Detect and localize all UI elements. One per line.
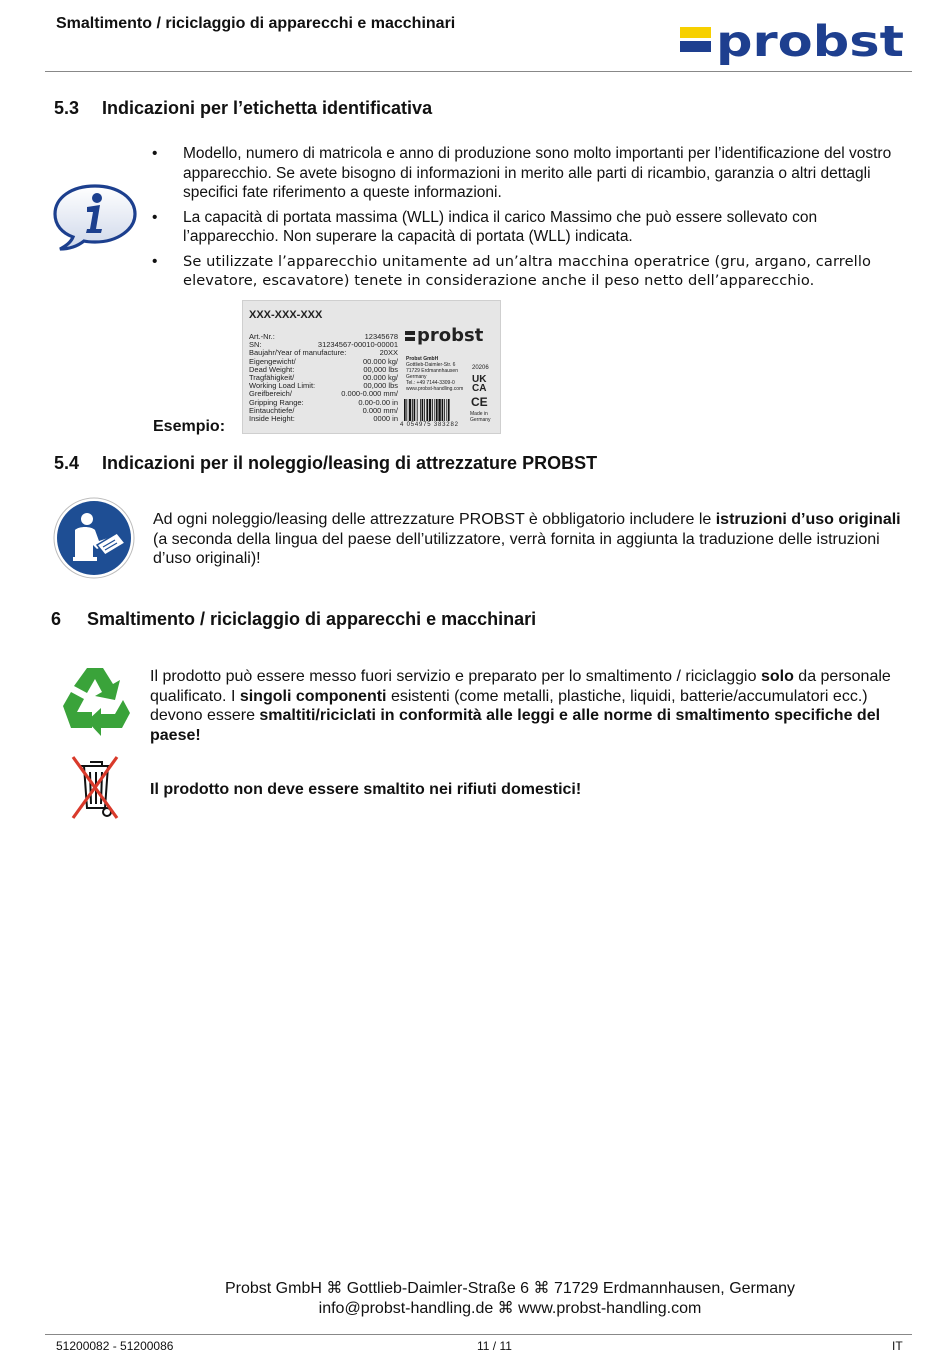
made-in-germany: Made in Germany xyxy=(470,411,491,423)
page-number: 11 / 11 xyxy=(477,1339,512,1353)
plate-row-key: Eintauchtiefe/ xyxy=(249,405,295,415)
plate-row-key: Tragfähigkeit/ xyxy=(249,373,295,382)
plate-row-value: 00.000 kg/ xyxy=(362,356,398,366)
probst-logo xyxy=(680,22,905,68)
plate-model: XXX-XXX-XXX xyxy=(249,309,323,321)
section-title: Indicazioni per l’etichetta identificativa xyxy=(102,98,433,118)
section-5-4-heading xyxy=(54,453,597,474)
plate-company-line: Probst GmbH xyxy=(406,356,439,362)
barcode-bar xyxy=(448,399,450,421)
section-5-3-heading xyxy=(54,98,432,119)
list-item: • La capacità di portata massima (WLL) indica il carico Massimo che può essere sollevato con l’apparecchio. Non superare la capacità di portata (WLL) indicata. xyxy=(152,208,818,245)
plate-row-key: Eigengewicht/ xyxy=(249,356,296,366)
plate-code: 20206 xyxy=(472,365,489,371)
barcode-bar xyxy=(446,399,447,421)
bold-text: istruzioni d’uso originali xyxy=(715,511,901,528)
barcode-bar xyxy=(406,399,407,421)
footer-divider xyxy=(45,1334,912,1335)
section-title: Smaltimento / riciclaggio di apparecchi e macchinari xyxy=(87,609,537,629)
plate-company-line: Tel.: +49 7144-3309-0 xyxy=(406,380,455,386)
barcode xyxy=(404,399,466,421)
plate-row-value: 0000 in xyxy=(373,414,398,423)
logo-text: probst xyxy=(716,22,904,67)
ce-mark: CE xyxy=(471,395,488,409)
warning-text: Il prodotto non deve essere smaltito nei rifiuti domestici! xyxy=(150,781,582,798)
plate-row-value: 20XX xyxy=(379,348,398,358)
label-info-list xyxy=(150,144,900,296)
plate-row-value: 0.000 mm/ xyxy=(362,405,398,415)
text-run: esistenti (come metalli, plastiche, liquidi, batterie/accumulatori ecc.) devono essere xyxy=(150,687,868,724)
barcode-bar xyxy=(412,399,413,421)
plate-row-value: 00.000 kg/ xyxy=(362,373,398,382)
text-run: da personale qualificato. I xyxy=(150,668,891,705)
plate-logo-text: probst xyxy=(417,325,484,346)
list-item: • Modello, numero di matricola e anno di produzione sono molto importanti per l’identificazione del vostro apparecchio. Se avete bisogno di informazioni in merito alle parti di ricambio, garanzia o altri dettagli specifici fate riferimento a queste informazioni. xyxy=(152,145,892,201)
info-speech-bubble-icon xyxy=(52,183,138,251)
plate-row-key: Inside Height: xyxy=(249,414,295,423)
barcode-bar xyxy=(417,399,418,421)
doc-number: 51200082 - 51200086 xyxy=(56,1339,174,1353)
section-title: Indicazioni per il noleggio/leasing di attrezzature PROBST xyxy=(102,453,598,473)
type-plate-image xyxy=(242,300,501,434)
barcode-bar xyxy=(438,399,440,421)
recycle-icon xyxy=(57,666,131,738)
plate-company-line: www.probst-handling.com xyxy=(406,386,464,392)
plate-row-value: 0.00-0.00 in xyxy=(358,397,398,407)
barcode-bar xyxy=(420,399,421,421)
barcode-bar xyxy=(429,399,431,421)
barcode-bar xyxy=(422,399,424,421)
barcode-bar xyxy=(426,399,428,421)
text-run: Ad ogni noleggio/leasing delle attrezzature PROBST è obbligatorio includere le xyxy=(153,511,716,528)
barcode-number: 4 054975 383282 xyxy=(400,422,459,428)
logo-yellow-bar xyxy=(680,27,711,38)
barcode-bar xyxy=(442,399,444,421)
crossed-out-bin-icon xyxy=(70,752,120,822)
rental-paragraph xyxy=(153,510,913,569)
text-run: Il prodotto può essere messo fuori servizio e preparato per lo smaltimento / riciclaggio xyxy=(150,668,761,685)
barcode-bar xyxy=(434,399,435,421)
list-item: • Se utilizzate l’apparecchio unitamente ad un’altra macchina operatrice (gru, argano, carrello elevatore, escavatore) tenete in considerazione anche il peso netto dell’apparecchio. xyxy=(152,252,872,289)
plate-row-key: Dead Weight: xyxy=(249,364,295,374)
plate-row-value: 00,000 lbs xyxy=(363,381,398,391)
barcode-bar xyxy=(436,399,438,421)
header-divider xyxy=(45,71,912,72)
barcode-bar xyxy=(444,399,445,421)
plate-row-value: 31234567-00010-00001 xyxy=(317,340,398,350)
section-number: 6 xyxy=(51,609,62,629)
barcode-bar xyxy=(409,399,411,421)
plate-logo-bar-top xyxy=(405,331,415,335)
barcode-bar xyxy=(432,399,433,421)
text-run: (a seconda della lingua del paese dell’utilizzatore, verrà fornita in aggiunta la traduzione delle istruzioni d’uso originali)! xyxy=(153,530,880,567)
footer-address: Probst GmbH ⌘ Gottlieb-Daimler-Straße 6 ⌘ 71729 Erdmannhausen, Germany info@probst-handling.de ⌘ www.probst-handling.com xyxy=(224,1280,795,1317)
plate-row-key: Working Load Limit: xyxy=(249,381,316,391)
bold-text: singoli componenti xyxy=(239,687,387,705)
read-manual-icon xyxy=(53,497,135,579)
bold-text: solo xyxy=(760,668,794,685)
plate-row-key: Baujahr/Year of manufacture: xyxy=(249,348,347,358)
plate-row-value: 0.000-0.000 mm/ xyxy=(341,389,398,399)
plate-row-key: Gripping Range: xyxy=(249,397,304,407)
disposal-paragraph xyxy=(150,667,910,745)
barcode-bar xyxy=(404,399,406,421)
plate-row-value: 00,000 lbs xyxy=(363,364,398,374)
example-label: Esempio: xyxy=(153,418,226,435)
ukca-mark: UK CA xyxy=(472,374,487,394)
section-number: 5.3 xyxy=(54,98,80,118)
bold-text: smaltiti/riciclati in conformità alle leggi e alle norme di smaltimento specifiche del paese! xyxy=(150,707,881,744)
plate-company-line: 71729 Erdmannhausen xyxy=(406,368,458,374)
barcode-bar xyxy=(424,399,425,421)
plate-row-key: Greifbereich/ xyxy=(249,389,292,399)
language-code: IT xyxy=(892,1339,903,1353)
plate-row-value: 12345678 xyxy=(364,332,398,341)
barcode-bar xyxy=(414,399,416,421)
header-title: Smaltimento / riciclaggio di apparecchi e macchinari xyxy=(56,15,456,32)
plate-row-key: Art.-Nr.: xyxy=(249,332,275,341)
plate-row-key: SN: xyxy=(249,340,262,350)
section-6-heading xyxy=(51,609,536,630)
plate-company-line: Gottlieb-Daimler-Str. 6 xyxy=(406,362,456,368)
plate-company-line: Germany xyxy=(406,374,427,380)
section-number: 5.4 xyxy=(54,453,80,473)
logo-blue-bar xyxy=(680,41,711,52)
plate-logo-bar-bottom xyxy=(405,337,415,341)
